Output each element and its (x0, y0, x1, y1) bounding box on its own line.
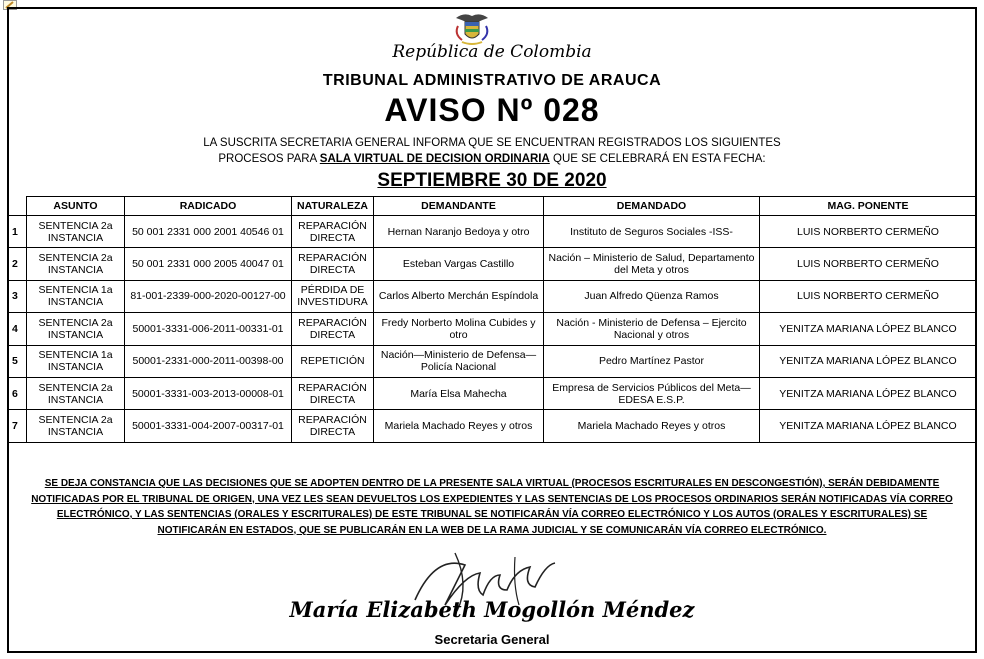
row-number: 4 (9, 313, 27, 345)
cell-demandado: Instituto de Seguros Sociales -ISS- (544, 216, 760, 248)
cell-radicado: 50 001 2331 000 2001 40546 01 (125, 216, 292, 248)
cell-demandado: Nación – Ministerio de Salud, Departamento del Meta y otros (544, 248, 760, 280)
cell-naturaleza: REPARACIÓN DIRECTA (292, 248, 374, 280)
cell-asunto: SENTENCIA 2a INSTANCIA (27, 410, 125, 442)
cell-radicado: 50001-2331-000-2011-00398-00 (125, 345, 292, 377)
tribunal-heading: TRIBUNAL ADMINISTRATIVO DE ARAUCA (322, 72, 662, 89)
intro-line-2 (0, 151, 984, 167)
cell-asunto: SENTENCIA 2a INSTANCIA (27, 248, 125, 280)
session-date-text: SEPTIEMBRE 30 DE 2020 (377, 170, 607, 191)
process-table (8, 196, 977, 443)
table-row (9, 345, 977, 377)
session-date (0, 170, 984, 192)
table-row (9, 216, 977, 248)
cell-ponente: YENITZA MARIANA LÓPEZ BLANCO (760, 377, 977, 409)
intro-line-2-post: QUE SE CELEBRARÁ EN ESTA FECHA: (549, 153, 766, 165)
cell-naturaleza: REPARACIÓN DIRECTA (292, 410, 374, 442)
cell-ponente: YENITZA MARIANA LÓPEZ BLANCO (760, 345, 977, 377)
cell-naturaleza: PÉRDIDA DE INVESTIDURA (292, 280, 374, 312)
cell-demandante: Esteban Vargas Castillo (374, 248, 544, 280)
cell-ponente: LUIS NORBERTO CERMEÑO (760, 248, 977, 280)
cell-demandante: Nación—Ministerio de Defensa—Policía Nacional (374, 345, 544, 377)
header-naturaleza: NATURALEZA (292, 197, 374, 216)
header-asunto: ASUNTO (27, 197, 125, 216)
signatory-name: María Elizabeth Mogollón Méndez (289, 597, 695, 622)
cell-asunto: SENTENCIA 2a INSTANCIA (27, 313, 125, 345)
notification-notice (20, 476, 964, 538)
row-number: 2 (9, 248, 27, 280)
notice-line-1: SE DEJA CONSTANCIA QUE LAS DECISIONES QUE SE ADOPTEN DENTRO DE LA PRESENTE SALA VIRTUAL (PROCESOS ESCRITURALES EN DESCONGESTIÓN), SERÁN DEBIDAMENTE (44, 478, 940, 489)
header-index (9, 197, 27, 216)
table-header-row (9, 197, 977, 216)
cell-demandado: Mariela Machado Reyes y otros (544, 410, 760, 442)
table-row (9, 313, 977, 345)
cell-demandado: Pedro Martínez Pastor (544, 345, 760, 377)
cell-radicado: 50001-3331-006-2011-00331-01 (125, 313, 292, 345)
cell-asunto: SENTENCIA 1a INSTANCIA (27, 345, 125, 377)
row-number: 1 (9, 216, 27, 248)
cell-asunto: SENTENCIA 2a INSTANCIA (27, 377, 125, 409)
row-number: 7 (9, 410, 27, 442)
notice-line-2: NOTIFICADAS POR EL TRIBUNAL DE ORIGEN, UNA VEZ LES SEAN DEVUELTOS LOS EXPEDIENTES Y LAS SENTENCIAS DE LOS PROCESOS ORDINARIOS SERÁN NOTIFICADAS VÍA CORREO (31, 493, 953, 505)
cell-radicado: 50 001 2331 000 2005 40047 01 (125, 248, 292, 280)
table-row (9, 280, 977, 312)
cell-demandado: Nación - Ministerio de Defensa – Ejercito Nacional y otros (544, 313, 760, 345)
cell-ponente: YENITZA MARIANA LÓPEZ BLANCO (760, 313, 977, 345)
cell-radicado: 50001-3331-004-2007-00317-01 (125, 410, 292, 442)
row-number: 3 (9, 280, 27, 312)
sala-virtual-label: SALA VIRTUAL DE DECISION ORDINARIA (319, 153, 550, 165)
republic-heading: República de Colombia (392, 42, 592, 62)
intro-line-2-pre: PROCESOS PARA (218, 153, 320, 165)
intro-text (0, 135, 984, 167)
notice-line-3: ELECTRÓNICO, Y LAS SENTENCIAS (ORALES Y ESCRITURALES) DE ESTE TRIBUNAL SE NOTIFICARÁN VÍA CORREO ELECTRÓNICO Y LOS AUTOS (ORALES Y ESCRITURALES) SE (56, 509, 928, 520)
cell-ponente: LUIS NORBERTO CERMEÑO (760, 280, 977, 312)
table-row (9, 248, 977, 280)
cell-demandado: Empresa de Servicios Públicos del Meta—EDESA E.S.P. (544, 377, 760, 409)
header-radicado: RADICADO (125, 197, 292, 216)
cell-naturaleza: REPARACIÓN DIRECTA (292, 377, 374, 409)
cell-naturaleza: REPETICIÓN (292, 345, 374, 377)
row-number: 6 (9, 377, 27, 409)
cell-radicado: 81-001-2339-000-2020-00127-00 (125, 280, 292, 312)
notice-number-title: AVISO Nº 028 (384, 92, 600, 128)
signatory-role: Secretaria General (434, 632, 550, 647)
row-number: 5 (9, 345, 27, 377)
cell-naturaleza: REPARACIÓN DIRECTA (292, 216, 374, 248)
cell-demandado: Juan Alfredo Qüenza Ramos (544, 280, 760, 312)
cell-asunto: SENTENCIA 2a INSTANCIA (27, 216, 125, 248)
cell-demandante: Mariela Machado Reyes y otros (374, 410, 544, 442)
intro-line-1: LA SUSCRITA SECRETARIA GENERAL INFORMA QUE SE ENCUENTRAN REGISTRADOS LOS SIGUIENTES (203, 137, 781, 149)
header-ponente: MAG. PONENTE (760, 197, 977, 216)
table-row (9, 377, 977, 409)
cell-ponente: LUIS NORBERTO CERMEÑO (760, 216, 977, 248)
cell-demandante: Hernan Naranjo Bedoya y otro (374, 216, 544, 248)
cell-naturaleza: REPARACIÓN DIRECTA (292, 313, 374, 345)
cell-demandante: Fredy Norberto Molina Cubides y otro (374, 313, 544, 345)
cell-demandante: Carlos Alberto Merchán Espíndola (374, 280, 544, 312)
cell-demandante: María Elsa Mahecha (374, 377, 544, 409)
notice-line-4: NOTIFICARÁN EN ESTADOS, QUE SE PUBLICARÁN EN LA WEB DE LA RAMA JUDICIAL Y SE COMUNICARÁN VÍA CORREO ELECTRÓNICO. (157, 524, 827, 536)
cell-ponente: YENITZA MARIANA LÓPEZ BLANCO (760, 410, 977, 442)
cell-asunto: SENTENCIA 1a INSTANCIA (27, 280, 125, 312)
header-demandante: DEMANDANTE (374, 197, 544, 216)
colombia-coat-of-arms-icon (452, 12, 492, 46)
table-row (9, 410, 977, 442)
header-demandado: DEMANDADO (544, 197, 760, 216)
cell-radicado: 50001-3331-003-2013-00008-01 (125, 377, 292, 409)
